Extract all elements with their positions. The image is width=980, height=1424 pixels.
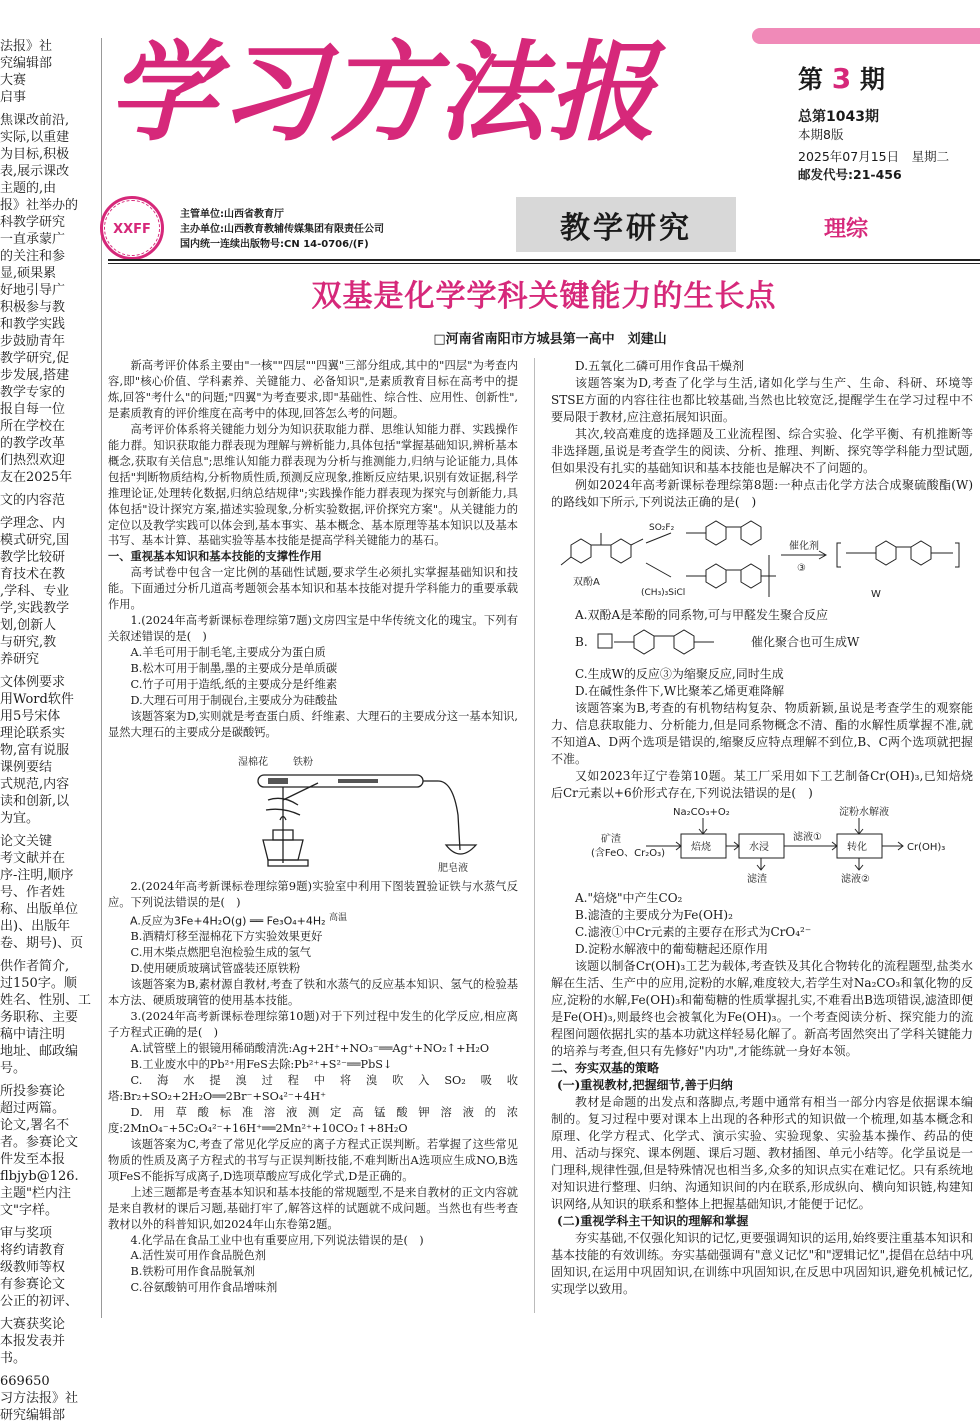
option: C.滤液①中Cr元素的主要存在形式为CrO₄²⁻	[575, 925, 812, 939]
paragraph: 教材是命题的出发点和落脚点,考题中通常有相当一部分内容是依据课本编制的。复习过程中要对课本上出现的各种形式的知识做一个梳理,如基本概念和原理、化学方程式、化学式、演示实验、实验现象、实验基本操作、药品的使用、活动与探究、课本例题、课后习题、教材插图、单元小结等。化学虽说是一门理科,规律性强,但是特殊情况也相当多,众多的知识点实在难记忆。只有系统地对知识进行整理、归纳、沟通知识间的内在联系,形成纵向、横向知识链,构建知识网络,从知识的联系和整体上把握基础知识,才能便于记忆。	[551, 1095, 973, 1211]
option: C.谷氨酸钠可用作食品增味剂	[130, 1281, 278, 1295]
strip-line: 供作者简介,	[0, 959, 70, 974]
strip-line: 物,富有说服	[0, 743, 70, 758]
strip-line: 的关注和参	[0, 249, 66, 264]
question: 例如2024年高考新课标卷理综第8题:一种点击化学方法合成聚硫酸酯(W)的路线如下所示,下列说法正确的是( )	[551, 478, 973, 509]
option: C.用木柴点燃肥皂泡检验生成的氢气	[130, 946, 312, 960]
question: 又如2023年辽宁卷第10题。某工厂采用如下工艺制备Cr(OH)₃,已知焙烧后Cr元素以+6价形式存在,下列说法错误的是( )	[551, 769, 973, 800]
strip-line: 称、出版单位	[0, 902, 79, 917]
strip-line: 稿中请注明	[0, 1027, 66, 1042]
process-flow-diagram	[551, 806, 973, 886]
strip-line: 超过两篇。	[0, 1101, 66, 1116]
strip-line: 们热烈欢迎	[0, 453, 66, 468]
strip-line: 将约请教育	[0, 1243, 66, 1258]
flow-input-note: (含FeO、Cr₂O₃)	[591, 848, 666, 859]
strip-line: 文"字样。	[0, 1203, 58, 1218]
option: C.竹子可用于造纸,纸的主要成分是纤维素	[130, 678, 338, 692]
scheme-step: ③	[797, 563, 806, 574]
strip-line: 科教学研究	[0, 215, 66, 230]
strip-line: 有参赛论文	[0, 1277, 66, 1292]
strip-line: 出)、出版年	[0, 919, 71, 934]
strip-line: 一直承蒙广	[0, 232, 66, 247]
subsection-heading: (一)重视教材,把握细节,善于归纳	[557, 1078, 733, 1092]
paragraph: 夯实基础,不仅强化知识的记忆,更要强调知识的运用,始终要注重基本知识和基本技能的有效训练。夯实基础强调有"意义记忆"和"逻辑记忆",提倡在总结中巩固知识,在运用中巩固知识,在训练中巩固知识,在反思中巩固知识,避免机械记忆,实现学以致用。	[551, 1231, 973, 1296]
reaction-condition: 高温	[329, 912, 348, 923]
strip-line: 友在2025年	[0, 470, 73, 485]
flow-reagent-2: 淀粉水解液	[839, 807, 889, 818]
strip-line: 件发至本报	[0, 1152, 66, 1167]
strip-line: 主题"栏内注	[0, 1186, 71, 1201]
issue-date: 2025年07月15日 星期二	[798, 149, 950, 164]
issue-number: 第 3 期	[798, 62, 885, 95]
scheme-reagent-2: (CH₃)₃SiCl	[641, 588, 686, 598]
paragraph: 新高考评价体系主要由"一核""四层""四翼"三部分组成,其中的"四层"为考查内容,即"核心价值、学科素养、关键能力、必备知识",是素质教育目标在高考中的提炼,回答"考什么"的问题;"四翼"为考查要求,即"基础性、综合性、应用性、创新性",是素质教育的评价维度在高考中的体现,回答怎么考的问题。	[108, 359, 518, 420]
option: B.工业废水中的Pb²⁺用FeS去除:Pb²⁺+S²⁻══PbS↓	[130, 1058, 393, 1072]
apparatus-figure	[108, 745, 518, 875]
strip-line: 文体例要求	[0, 675, 66, 690]
strip-line: 养研究	[0, 652, 40, 667]
article-column-right	[551, 358, 973, 1298]
option: D.用草酸标准溶液测定高锰酸钾溶液的浓度:2MnO₄⁻+5C₂O₄²⁻+16H⁺══2Mn²⁺+10CO₂↑+8H₂O	[108, 1105, 518, 1135]
strip-line: 学理念、内	[0, 516, 66, 531]
strip-line: 教学比较研	[0, 550, 66, 565]
strip-line: 号。	[0, 1061, 27, 1076]
strip-line: 读和创新,以	[0, 794, 70, 809]
postal-code: 邮发代号:21-456	[798, 167, 902, 182]
option-b-tail: 催化聚合也可生成W	[751, 635, 860, 649]
flow-step-leach: 水浸	[749, 842, 769, 853]
strip-line: 理论联系实	[0, 726, 66, 741]
option: D.淀粉水解液中的葡萄糖起还原作用	[575, 942, 769, 956]
strip-line: 者。参赛论文	[0, 1135, 79, 1150]
strip-line: 务职称、主要	[0, 1010, 79, 1025]
strip-line: 考文献并在	[0, 851, 66, 866]
seal-ring	[104, 200, 160, 256]
strip-line: 研究编辑部	[0, 1408, 66, 1423]
strip-line: 论文关键	[0, 834, 53, 849]
strip-line: 积极参与教	[0, 300, 66, 315]
apparatus-diagram-icon	[108, 745, 518, 875]
paragraph: 上述三题都是考查基本知识和基本技能的常规题型,不是来自教材的正文内容就是来自教材的课后习题,基础打牢了,解答这样的试题就不成问题。当然也有些考查教材以外的科普知识,如2024年山东卷第2题。	[108, 1185, 518, 1231]
option-letter: B.	[575, 635, 588, 649]
publisher-info: 主管单位:山西省教育厅 主办单位:山西教育教辅传媒集团有限责任公司 国内统一连续出版物号:CN 14-0706/(F)	[180, 209, 384, 250]
masthead-accent-bar	[752, 28, 980, 44]
answer: 该题以制备Cr(OH)₃工艺为载体,考查铁及其化合物转化的流程题型,盐类水解在生活、生产中的应用,淀粉的水解,难度较大,若学生对Na₂CO₃和氧化物的反应,淀粉的水解,Fe(OH)₃和葡萄糖的性质掌握扎实,不难看出B选项错误,滤渣即便是Fe(OH)₃,则最终也会被氧化为Fe(OH)₃。一个考查阅读分析、探究能力的流程图问题依据扎实的基本功就这样轻易化解了。新高考固然突出了学科关键能力的培养与考查,但只有先修好"内功",才能练就一身好本领。	[551, 959, 973, 1058]
fig1-label-iron: 铁粉	[293, 756, 313, 768]
strip-line: 用5号宋体	[0, 709, 61, 724]
strip-line: 用Word软件	[0, 692, 74, 707]
answer: 该题答案为D,考查了化学与生活,诸如化学与生产、生命、科研、环境等STSE方面的内容往往也都比较基础,当然也比较宽泛,提醒学生在学习过程中不要局限于教材,应注意拓展知识面。	[551, 376, 973, 424]
strip-line: 课例要结	[0, 760, 53, 775]
option: B.松木可用于制墨,墨的主要成分是单质碳	[130, 662, 338, 676]
synthesis-scheme	[551, 515, 973, 603]
strip-line: 过150字。顺	[0, 976, 77, 991]
strip-line: 法报》社	[0, 39, 53, 54]
flow-diagram-icon	[551, 806, 973, 886]
strip-line: 步鼓励青年	[0, 334, 66, 349]
paragraph: 高考试卷中包含一定比例的基础性试题,要求学生必须扎实掌握基础知识和技能。下面通过分析几道高考题领会基本知识和基本技能对提升学科能力的重要承载作用。	[108, 566, 518, 612]
strip-line: 所投参赛论	[0, 1084, 66, 1099]
question: 3.(2024年高考新课标卷理综第10题)对于下列过程中发生的化学反应,相应离子方程式正确的是( )	[108, 1010, 518, 1040]
strip-line: 与研究,教	[0, 635, 57, 650]
flow-input: 矿渣	[601, 834, 621, 845]
option: C.生成W的反应③为缩聚反应,同时生成	[575, 667, 784, 681]
strip-line: 育技术在教	[0, 567, 66, 582]
question: 2.(2024年高考新课标卷理综第9题)实验室中利用下图装置验证铁与水蒸气反应。下列说法错误的是( )	[108, 879, 518, 909]
answer: 该题答案为D,实则就是考查蛋白质、纤维素、大理石的主要成分这一基本知识,显然大理石的主要成分是碳酸钙。	[108, 709, 518, 739]
flow-residue: 滤渣	[747, 874, 767, 885]
total-issue: 总第1043期	[798, 109, 879, 125]
structure-icon	[594, 624, 744, 666]
paragraph: 高考评价体系将关键能力划分为知识获取能力群、思维认知能力群、实践操作能力群。知识获取能力群表现为理解与辨析能力,具体包括"掌握基础知识,辨析基本概念,获取有关信息";思维认知能力群表现为分析与推测能力,归纳与论证能力,具体包括"判断物质结构,分析物质性质,预测反应现象,推断反应结果,识别有效证据,科学推理论证,处理转化数据,归纳总结规律";实践操作能力群表现为探究与创新能力,具体包括"设计探究方案,描述实验现象,分析实验数据,评价探究方案"。从关键能力的定位以及教学实践可以体会到,基本事实、基本概念、基本原理等基本知识以及基本书写、基本计算、基础实验等基本技能是提高学科关键能力的基石。	[108, 422, 518, 548]
strip-line: 号、作者姓	[0, 885, 66, 900]
strip-line: 教学专家的	[0, 385, 66, 400]
option: B.铁粉可用作食品脱氧剂	[130, 1265, 255, 1279]
flow-reagent-1: Na₂CO₃+O₂	[673, 807, 730, 818]
paragraph: 其次,较高难度的选择题及工业流程图、综合实验、化学平衡、有机推断等非选择题,虽说是考查学生的阅读、分析、推理、判断、探究等学科能力型试题,但如果没有扎实的基础知识和基本技能也是解决不了问题的。	[551, 427, 973, 475]
adjacent-column-strip	[0, 38, 100, 1423]
question: 4.化学品在食品工业中也有重要应用,下列说法错误的是( )	[130, 1233, 424, 1247]
page-count: 本期8版	[798, 127, 844, 142]
strip-line: 姓名、性别、工	[0, 993, 92, 1008]
synthesis-scheme-icon	[551, 515, 973, 603]
strip-line: 模式研究,国	[0, 533, 70, 548]
strip-line: 启事	[0, 90, 27, 105]
strip-line: 审与奖项	[0, 1226, 53, 1241]
option: B.滤渣的主要成分为Fe(OH)₂	[575, 908, 733, 922]
strip-line: 为目标,积极	[0, 147, 70, 162]
option: A.羊毛可用于制毛笔,主要成分为蛋白质	[130, 646, 326, 660]
column-divider	[534, 358, 535, 1313]
strip-line: 焦课改前沿,	[0, 113, 70, 128]
strip-line: 序-注明,顺序	[0, 868, 74, 883]
flow-step-convert: 转化	[847, 842, 867, 853]
option: D.在碱性条件下,W比聚苯乙烯更难降解	[575, 684, 785, 698]
strip-line: 为宜。	[0, 811, 40, 826]
strip-line: 卷、期号)、页	[0, 936, 84, 951]
option-with-condition: A.反应为3Fe+4H₂O(g) ══ Fe₃O₄+4H₂ $^{高温}$	[130, 912, 348, 928]
option: A.活性炭可用作食品脱色剂	[130, 1249, 266, 1263]
strip-line: 报》社举办的	[0, 198, 79, 213]
strip-line: 的教学改革	[0, 436, 66, 451]
masthead-rule-thin	[108, 263, 980, 264]
option: D.使用硬质玻璃试管盛装还原铁粉	[130, 962, 301, 976]
scheme-label-w: W	[871, 589, 881, 600]
flow-filtrate-2: 滤液②	[841, 874, 870, 885]
strip-line: 式规范,内容	[0, 777, 70, 792]
answer: 该题答案为B,素材源自教材,考查了铁和水蒸气的反应基本知识、氢气的检验基本方法、硬质玻璃管的使用基本技能。	[108, 978, 518, 1008]
question: 1.(2024年高考新课标卷理综第7题)文房四宝是中华传统文化的瑰宝。下列有关叙述错误的是( )	[108, 614, 518, 644]
answer: 该题答案为C,考查了常见化学反应的离子方程式正误判断。若掌握了这些常见物质的性质及离子方程式的书写与正误判断技能,不难判断出A选项应生成NO,B选项FeS不能拆写成离子,D选项草酸应写成化学式,D是正确的。	[108, 1137, 518, 1183]
strip-line: 表,展示课改	[0, 164, 70, 179]
strip-line: 文的内容范	[0, 493, 66, 508]
flow-product: Cr(OH)₃	[907, 842, 946, 853]
section-title: 教学研究	[516, 197, 736, 252]
strip-line: 论文,署名不	[0, 1118, 70, 1133]
strip-line: 步发展,搭建	[0, 368, 70, 383]
strip-line: ,学科、专业	[0, 584, 70, 599]
answer: 该题答案为B,考查的有机物结构复杂、物质新颖,虽说是考查学生的观察能力、信息获取能力、分析能力,但是同系物概念不清、酯的水解性质掌握不准,就不知道A、D两个选项是错误的,缩聚反应特点理解不到位,B、C两个选项就把握不准。	[551, 701, 973, 766]
strip-line: flbjyb@126.	[0, 1169, 79, 1184]
strip-line: 大赛获奖论	[0, 1317, 66, 1332]
strip-line: 教学研究,促	[0, 351, 70, 366]
option: D.五氧化二磷可用作食品干燥剂	[575, 359, 745, 373]
section-heading: 二、夯实双基的策略	[551, 1061, 660, 1075]
fig1-label-cotton: 湿棉花	[238, 756, 268, 768]
option: A."焙烧"中产生CO₂	[575, 891, 683, 905]
section-heading: 一、重视基本知识和基本技能的支撑性作用	[108, 550, 322, 564]
strip-line: 和教学实践	[0, 317, 66, 332]
strip-line: 主题的,由	[0, 181, 57, 196]
option: B.酒精灯移至湿棉花下方实验效果更好	[130, 930, 323, 944]
strip-line: 公正的初评、	[0, 1294, 79, 1309]
fig1-label-soap: 肥皂液	[438, 862, 468, 874]
strip-line: 报自每一位	[0, 402, 66, 417]
strip-line: 好地引导广	[0, 283, 66, 298]
article-headline: 双基是化学学科关键能力的生长点	[311, 279, 777, 314]
option: A.双酚A是苯酚的同系物,可与甲醛发生聚合反应	[575, 608, 828, 622]
strip-line: 地址、邮政编	[0, 1044, 79, 1059]
flow-step-roast: 焙烧	[691, 842, 711, 853]
subsection-heading: (二)重视学科主干知识的理解和掌握	[557, 1214, 749, 1228]
strip-line: 本报发表并	[0, 1334, 66, 1349]
scheme-reagent-1: SO₂F₂	[649, 523, 675, 533]
option: A.试管壁上的银镜用稀硝酸清洗:Ag+2H⁺+NO₃⁻══Ag⁺+NO₂↑+H₂O	[130, 1042, 490, 1056]
option: C.海水提溴过程中将溴吹入SO₂吸收塔:Br₂+SO₂+2H₂O══2Br⁻+SO₄²⁻+4H⁺	[108, 1073, 518, 1103]
article-byline: □河南省南阳市方城县第一高中 刘建山	[433, 332, 667, 347]
strip-line: 究编辑部	[0, 56, 53, 71]
issue-meta	[798, 108, 949, 184]
strip-line: 实际,以重建	[0, 130, 70, 145]
masthead-rule	[108, 259, 980, 261]
newspaper-logo: 学习方法报	[108, 30, 659, 156]
option: D.大理石可用于制砚台,主要成分为硅酸盐	[130, 694, 338, 708]
strip-line: 显,硕果累	[0, 266, 57, 281]
flow-filtrate-1: 滤液①	[793, 832, 822, 843]
strip-line: 大赛	[0, 73, 27, 88]
strip-line: 划,创新人	[0, 618, 57, 633]
strip-line: 学,实践教学	[0, 601, 70, 616]
svg-text:XXFF: XXFF	[113, 222, 151, 237]
strip-line: 书。	[0, 1351, 27, 1366]
strip-line: 级教师等权	[0, 1260, 66, 1275]
strip-line: 669650	[0, 1374, 50, 1389]
subject-label: 理综	[824, 217, 869, 242]
strip-line: 所在学校在	[0, 419, 66, 434]
scheme-catalyst: 催化剂	[789, 541, 819, 552]
article-column-left	[108, 358, 518, 1296]
option-b-structure	[551, 624, 973, 666]
strip-line: 习方法报》社	[0, 1391, 79, 1406]
scheme-label-bisphenol: 双酚A	[573, 577, 600, 588]
